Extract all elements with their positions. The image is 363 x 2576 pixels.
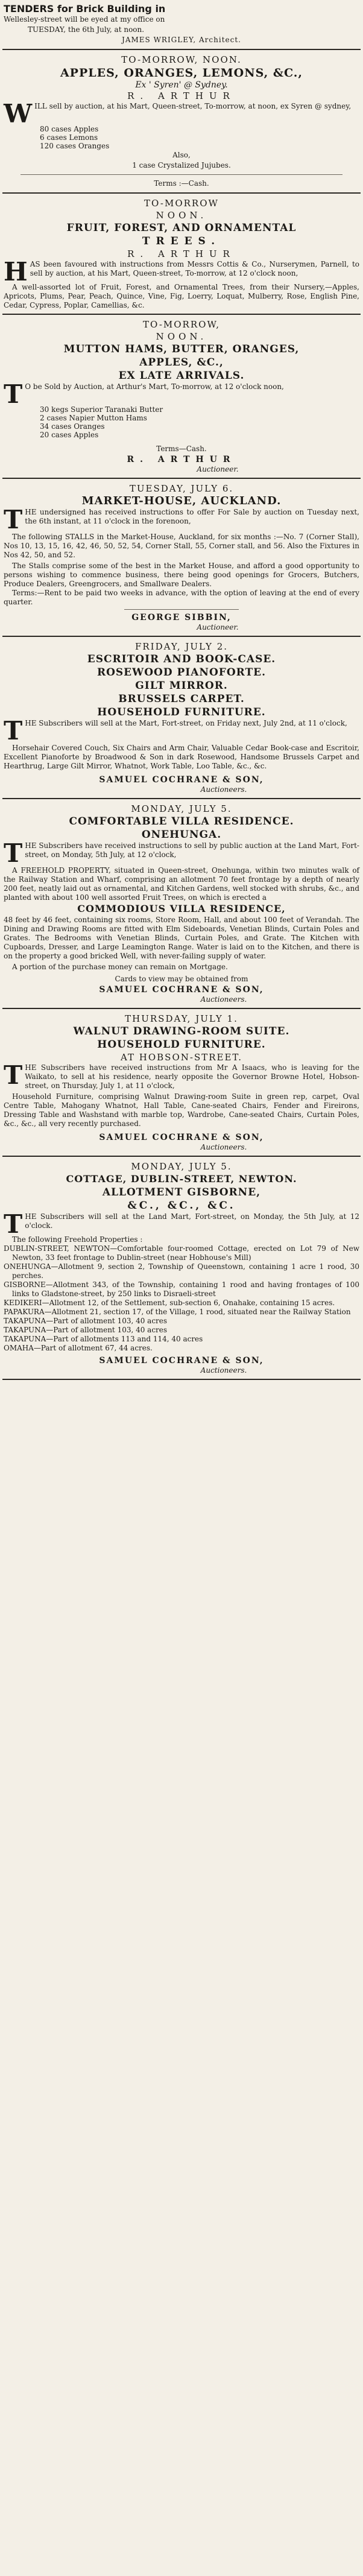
auctioneer-signature: GEORGE SIBBIN, bbox=[131, 613, 232, 622]
ad-body-text: Household Furniture, comprising Walnut Drawing-room Suite in green rep, carpet, Oval Centre Table, Mahogany Whatnot, Hall Table, Cane-seated Chairs, Fender and Fireirons, Dressing Table and Washstand with marble top, Wardrobe, Cane-seated Chairs, Curtain Poles, &c., &c., all very recently purchased. bbox=[4, 1092, 359, 1128]
list-item: 80 cases Apples bbox=[40, 125, 99, 133]
ad-title: COMFORTABLE VILLA RESIDENCE. bbox=[69, 815, 294, 828]
list-item: 120 cases Oranges bbox=[40, 142, 110, 150]
fruit-trees-ad bbox=[0, 194, 363, 310]
drop-capital: T bbox=[4, 505, 23, 534]
list-item: 6 cases Lemons bbox=[40, 133, 98, 142]
drop-capital: T bbox=[4, 838, 23, 868]
ad-when: TO-MORROW bbox=[144, 198, 219, 209]
drop-capital: T bbox=[4, 1209, 23, 1239]
ad-body-text: A portion of the purchase money can remain on Mortgage. bbox=[12, 963, 228, 971]
drop-capital: W bbox=[4, 99, 33, 128]
list-item: 34 cases Oranges bbox=[40, 422, 105, 431]
column-rule bbox=[2, 1379, 361, 1380]
also-item: 1 case Crystalized Jujubes. bbox=[132, 161, 231, 169]
ad-body bbox=[4, 1060, 359, 1090]
ad-body bbox=[4, 505, 359, 534]
property-item: ONEHUNGA—Allotment 9, section 2, Township of Queenstown, containing 1 acre 1 rood, 30 perches. bbox=[4, 1262, 359, 1280]
list-item: 20 cases Apples bbox=[40, 431, 99, 439]
list-item: 2 cases Napier Mutton Hams bbox=[40, 414, 147, 422]
apples-oranges-ad bbox=[0, 50, 363, 189]
ad-body-text: HE undersigned has received instructions to offer For Sale by auction on Tuesday next, the 6th instant, at 11 o'clock in the forenoon, bbox=[25, 508, 359, 525]
ad-body-text: A FREEHOLD PROPERTY, situated in Queen-street, Onehunga, within two minutes walk of the Railway Station and Wharf, comprising an allotment 70 feet frontage by a depth of nearly 200 feet, neatly laid out as ornamental, and Kitchen Gardens, well stocked with shrubs, &c., and planted with about 100 well assorted Fruit Trees, on which is erected a bbox=[4, 866, 359, 902]
auctioneer-role: Auctioneers. bbox=[200, 1366, 247, 1375]
ad-body bbox=[4, 838, 359, 868]
ad-subheading: COMMODIOUS VILLA RESIDENCE, bbox=[77, 903, 286, 914]
ad-when: TUESDAY, JULY 6. bbox=[129, 483, 234, 494]
also-label: Also, bbox=[172, 151, 191, 159]
ad-body-text: Horsehair Covered Couch, Six Chairs and Arm Chair, Valuable Cedar Book-case and Escritoir, Excellent Pianoforte by Broadwood & Son in dark Rosewood, Handsome Brussels Carpet and Hearthrug, Large Gilt Mirror, Whatnot, Work Table, Loo Table, &c., &c. bbox=[4, 744, 359, 770]
ad-title: FRUIT, FOREST, AND ORNAMENTAL bbox=[66, 222, 297, 234]
ad-when: MONDAY, JULY 5. bbox=[131, 1161, 232, 1172]
item-list bbox=[4, 125, 359, 150]
walnut-suite-ad bbox=[0, 1009, 363, 1152]
ad-body-text: AS been favoured with instructions from Messrs Cottis & Co., Nurserymen, Parnell, to sell by auction, at his Mart, Queen-street, To-morrow, at 12 o'clock noon, bbox=[30, 260, 359, 277]
ad-when-time: NOON. bbox=[156, 331, 207, 342]
ad-body bbox=[4, 716, 359, 745]
ad-subtitle: Ex ' Syren' @ Sydney. bbox=[135, 81, 228, 90]
ad-title: MARKET-HOUSE, AUCKLAND. bbox=[81, 495, 282, 507]
property-item: TAKAPUNA—Part of allotments 113 and 114, 40 acres bbox=[4, 1335, 203, 1343]
divider bbox=[21, 174, 342, 175]
drop-capital: T bbox=[4, 716, 23, 745]
ad-title-line3: GILT MIRROR. bbox=[135, 680, 228, 692]
property-item: KEDIKERI—Allotment 12, of the Settlement, sub-section 6, Onahake, containing 15 acres. bbox=[4, 1299, 335, 1307]
ad-body-text: The Stalls comprise some of the best in the Market House, and afford a good opportunity to persons wishing to commence business, there being good openings for Grocers, Butchers, Produce Dealers, Greengrocers, and Smallware Dealers. bbox=[4, 562, 359, 588]
tender-heading: TENDERS for Brick Building in bbox=[4, 4, 166, 14]
ad-body-text: The following Freehold Properties : bbox=[12, 1235, 143, 1244]
freehold-properties-ad bbox=[0, 1157, 363, 1375]
ad-title: WALNUT DRAWING-ROOM SUITE. bbox=[73, 1025, 290, 1037]
divider bbox=[124, 609, 239, 610]
drop-capital: T bbox=[4, 1060, 23, 1090]
ad-body-text: HE Subscribers have received instructions from Mr A Isaacs, who is leaving for the Waikato, to sell at his residence, nearly opposite the Governor Browne Hotel, Hobson-street, on Thursday, July 1, at 11 o'clock, bbox=[25, 1063, 359, 1090]
terms: Terms:—Rent to be paid two weeks in advance, with the option of leaving at the end of every quarter. bbox=[4, 589, 359, 606]
auctioneer-signature: SAMUEL COCHRANE & SON, bbox=[99, 1133, 264, 1142]
ad-title-line3: &C., &C., &C. bbox=[127, 1200, 236, 1212]
ad-title-line4: BRUSSELS CARPET. bbox=[118, 693, 245, 705]
auctioneer-signature: SAMUEL COCHRANE & SON, bbox=[99, 1356, 264, 1366]
ad-title-line5: HOUSEHOLD FURNITURE. bbox=[97, 706, 266, 718]
terms: Terms—Cash. bbox=[156, 445, 207, 453]
tender-date: TUESDAY, the 6th July, at noon. bbox=[28, 25, 145, 34]
ad-body-text: HE Subscribers will sell at the Mart, Fort-street, on Friday next, July 2nd, at 11 o'clock, bbox=[25, 719, 347, 727]
ad-title: ESCRITOIR AND BOOK-CASE. bbox=[87, 653, 276, 665]
list-item: 30 kegs Superior Taranaki Butter bbox=[40, 405, 163, 414]
ad-when: MONDAY, JULY 5. bbox=[131, 803, 232, 814]
ad-title-line2: ALLOTMENT GISBORNE, bbox=[102, 1186, 261, 1198]
auctioneer-role: Auctioneer. bbox=[197, 465, 239, 473]
auctioneer-heading: R. ARTHUR bbox=[127, 248, 236, 259]
item-list bbox=[4, 405, 359, 439]
market-house-ad bbox=[0, 479, 363, 632]
escritoir-furniture-ad bbox=[0, 637, 363, 794]
ad-body-text: Cards to view may be obtained from bbox=[115, 975, 248, 983]
ad-title-line2: ROSEWOOD PIANOFORTE. bbox=[96, 666, 267, 679]
ad-when: TO-MORROW, bbox=[142, 319, 221, 330]
architect-signature: JAMES WRIGLEY, Architect. bbox=[122, 36, 241, 44]
drop-capital: T bbox=[4, 379, 23, 409]
property-item: TAKAPUNA—Part of allotment 103, 40 acres bbox=[4, 1326, 168, 1334]
ad-body-text: O be Sold by Auction, at Arthur's Mart, To-morrow, at 12 o'clock noon, bbox=[25, 382, 284, 391]
ad-title-line2: APPLES, &C., bbox=[139, 356, 224, 369]
ad-body-text: A well-assorted lot of Fruit, Forest, and Ornamental Trees, from their Nursery,—Apples, Apricots, Plums, Pear, Peach, Quince, Vine, Fig, Loerry, Loquat, Mulberry, Rose, English Pine, Cedar, Cypress, Poplar, Camellias, &c. bbox=[4, 283, 359, 309]
ad-body-text: HE Subscribers have received instructions to sell by public auction at the Land Mart, Fort-street, on Monday, 5th July, at 12 o'clock, bbox=[25, 841, 359, 859]
property-item: OMAHA—Part of allotment 67, 44 acres. bbox=[4, 1344, 153, 1352]
ad-body-text: The following STALLS in the Market-House, Auckland, for six months :—No. 7 (Corner Stall), Nos 10, 13, 15, 16, 42, 46, 50, 52, 54, Corner Stall, 55, Corner stall, and 56. Also the Fixtures in Nos 42, 50, and 52. bbox=[4, 533, 359, 559]
auctioneer-signature: SAMUEL COCHRANE & SON, bbox=[99, 775, 264, 785]
ad-when: THURSDAY, JULY 1. bbox=[125, 1013, 238, 1024]
ad-body-text: 48 feet by 46 feet, containing six rooms, Store Room, Hall, and about 100 feet of Verandah. The Dining and Drawing Rooms are fitted with Elm Sideboards, Venetian Blinds, Curtain Poles and Grates. The Bedrooms with Venetian Blinds, Curtain Poles, and Grate. The Kitchen with Cupboards, Dresser, and Large Leamington Range. Water is laid on to the Kitchen, and there is on the property a good bricked Well, with never-failing supply of water. bbox=[4, 916, 359, 960]
auctioneer-signature: SAMUEL COCHRANE & SON, bbox=[99, 985, 264, 995]
ad-title: COTTAGE, DUBLIN-STREET, NEWTON. bbox=[66, 1173, 297, 1185]
villa-residence-ad bbox=[0, 799, 363, 1004]
ad-body bbox=[4, 379, 359, 409]
property-item: TAKAPUNA—Part of allotment 103, 40 acres bbox=[4, 1317, 168, 1325]
property-item: GISBORNE—Allotment 343, of the Township, containing 1 rood and having frontages of 100 links to Gladstone-street, by 250 links to Disraeli-street bbox=[4, 1280, 359, 1298]
auctioneer-role: Auctioneers. bbox=[200, 1143, 247, 1151]
terms: Terms :—Cash. bbox=[154, 179, 209, 188]
ad-title: APPLES, ORANGES, LEMONS, &C., bbox=[60, 66, 303, 80]
auctioneer-signature: R. ARTHUR bbox=[127, 455, 236, 464]
tender-notice bbox=[0, 0, 363, 45]
mutton-hams-ad bbox=[0, 315, 363, 474]
tender-line: Wellesley-street will be eyed at my office on bbox=[4, 15, 165, 24]
auctioneer-role: Auctioneers. bbox=[200, 995, 247, 1004]
ad-when-time: NOON. bbox=[156, 210, 207, 221]
ad-title-line2: HOUSEHOLD FURNITURE. bbox=[97, 1039, 266, 1051]
property-item: PAPAKURA—Allotment 21, section 17, of the Village, 1 rood, situated near the Railway Station bbox=[4, 1308, 351, 1316]
drop-capital: H bbox=[4, 257, 28, 286]
ad-body-text: ILL sell by auction, at his Mart, Queen-street, To-morrow, at noon, ex Syren @ sydney, bbox=[34, 102, 352, 110]
auctioneer-role: Auctioneer. bbox=[197, 623, 239, 631]
ad-body bbox=[4, 1209, 359, 1239]
auctioneer-role: Auctioneers. bbox=[200, 785, 247, 794]
ad-body bbox=[4, 99, 359, 128]
ad-place: AT HOBSON-STREET. bbox=[121, 1052, 242, 1063]
ad-title-line2: TREES. bbox=[142, 235, 221, 247]
ad-title-line3: EX LATE ARRIVALS. bbox=[118, 370, 245, 382]
property-item: DUBLIN-STREET, NEWTON—Comfortable four-roomed Cottage, erected on Lot 79 of New Newton, 33 feet frontage to Dublin-street (near Hobhouse's Mill) bbox=[4, 1244, 359, 1262]
ad-body-text: HE Subscribers will sell at the Land Mart, Fort-street, on Monday, the 5th July, at 12 o'clock. bbox=[25, 1212, 359, 1230]
ad-when: TO-MORROW, NOON. bbox=[121, 54, 242, 65]
auctioneer-heading: R. ARTHUR bbox=[127, 90, 236, 101]
ad-body bbox=[4, 257, 359, 286]
ad-when: FRIDAY, JULY 2. bbox=[134, 641, 229, 652]
ad-place: ONEHUNGA. bbox=[141, 829, 222, 841]
ad-title: MUTTON HAMS, BUTTER, ORANGES, bbox=[63, 343, 300, 355]
